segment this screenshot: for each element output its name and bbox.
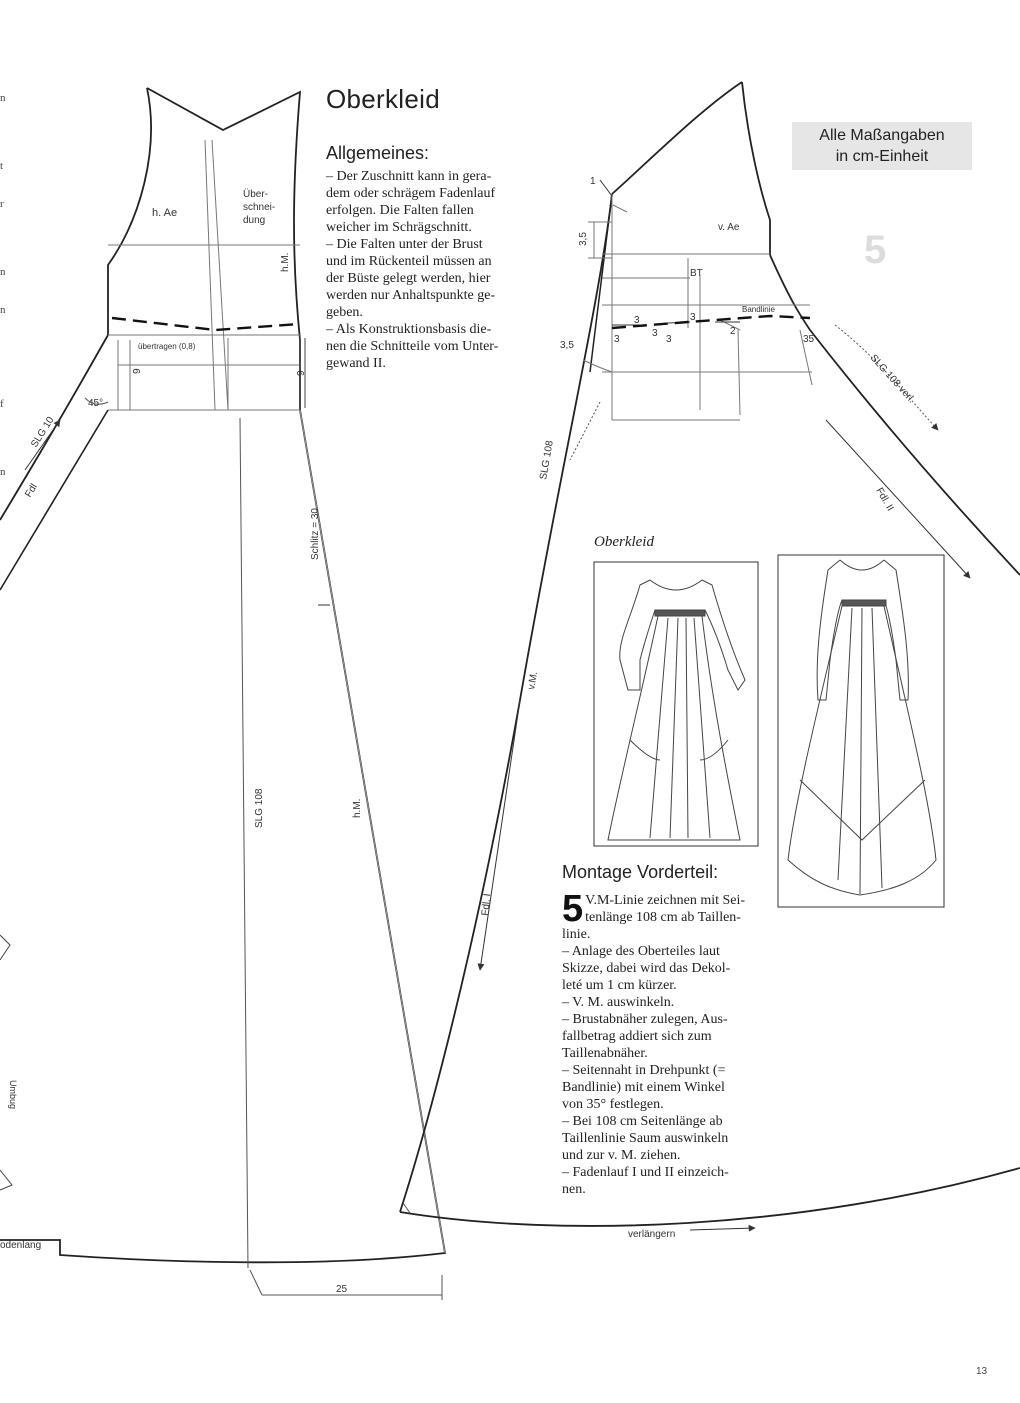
- label-one: 1: [590, 176, 596, 187]
- label-thirty-five: 35: [803, 334, 815, 345]
- label-ueberschneidung-3: dung: [243, 215, 266, 226]
- label-v-ae: v. Ae: [718, 222, 740, 233]
- montage-text: [562, 888, 766, 1198]
- general-line: und im Rückenteil müssen an: [326, 254, 492, 269]
- label-three-d: 3: [652, 328, 658, 339]
- label-fdl-i: Fdl. I: [480, 893, 494, 917]
- label-h-ae: h. Ae: [152, 207, 178, 219]
- label-two: 2: [730, 326, 736, 337]
- dress-front-view: [608, 580, 745, 840]
- back-left-flare: [0, 410, 108, 590]
- montage-line: – Seitennaht in Drehpunkt (=: [562, 1063, 726, 1078]
- label-three-five-side: 3,5: [560, 340, 574, 351]
- label-uebertragen: übertragen (0,8): [138, 342, 196, 351]
- edge-letter: n: [0, 304, 6, 316]
- general-line: – Als Konstruktionsbasis die-: [326, 322, 492, 337]
- units-note-box: [792, 122, 972, 170]
- montage-line: tenlänge 108 cm ab Taillen-: [585, 910, 741, 925]
- general-text: [326, 168, 532, 372]
- label-bandlinie: Bandlinie: [742, 305, 775, 314]
- general-line: dem oder schrägem Fadenlauf: [326, 186, 496, 201]
- montage-line: – Bei 108 cm Seitenlänge ab: [562, 1114, 723, 1129]
- label-fdl-ii: Fdl. II: [873, 486, 896, 514]
- back-pattern-labels: [0, 188, 363, 1295]
- back-waist-dashed-line: [112, 318, 300, 330]
- label-hem-25: 25: [336, 1284, 348, 1295]
- general-line: – Die Falten unter der Brust: [326, 237, 483, 252]
- page-title: Oberkleid: [326, 84, 440, 114]
- section-number: 5: [864, 228, 887, 272]
- label-umbug: Umbug: [8, 1080, 18, 1110]
- illustration-caption: Oberkleid: [594, 534, 654, 550]
- units-note-line: Alle Maßangaben: [819, 127, 945, 144]
- montage-line: – V. M. auswinkeln.: [562, 995, 675, 1010]
- label-bodenlang: odenlang: [0, 1240, 42, 1251]
- montage-line: – Brustabnäher zulegen, Aus-: [562, 1012, 728, 1027]
- page-number: 13: [976, 1366, 988, 1377]
- label-schlitz: Schlitz = 30: [310, 508, 321, 560]
- label-three-e: 3: [666, 334, 672, 345]
- label-three-a: 3: [634, 315, 640, 326]
- label-hm-bottom: h.M.: [352, 798, 363, 818]
- label-nine-right: 9: [296, 370, 307, 376]
- general-line: der Büste gelegt werden, hier: [326, 271, 491, 286]
- label-nine-left: 9: [132, 368, 143, 374]
- step-number: 5: [562, 888, 584, 930]
- edge-letter: n: [0, 92, 6, 104]
- edge-letter: n: [0, 466, 6, 478]
- montage-line: Bandlinie) mit einem Winkel: [562, 1080, 725, 1095]
- label-bt: BT: [690, 268, 703, 279]
- front-view-frame: [594, 562, 758, 846]
- montage-line: von 35° festlegen.: [562, 1097, 664, 1112]
- montage-line: nen.: [562, 1182, 586, 1197]
- montage-line: leté um 1 cm kürzer.: [562, 978, 677, 993]
- general-line: werden nur Anhaltspunkte ge-: [326, 288, 496, 303]
- dress-illustration: [594, 555, 944, 907]
- front-upper-side: [590, 194, 612, 372]
- montage-line: – Anlage des Oberteiles laut: [562, 944, 720, 959]
- montage-line: und zur v. M. ziehen.: [562, 1148, 681, 1163]
- montage-line: V.M-Linie zeichnen mit Sei-: [585, 893, 746, 908]
- label-slg-left: SLG 10: [29, 414, 57, 450]
- montage-line: Skizze, dabei wird das Dekol-: [562, 961, 731, 976]
- general-line: erfolgen. Die Falten fallen: [326, 203, 474, 218]
- label-three-b: 3: [690, 312, 696, 323]
- label-vm: v.M.: [526, 670, 541, 691]
- general-line: weicher im Schrägschnitt.: [326, 220, 472, 235]
- front-neckline: [612, 82, 742, 194]
- general-line: geben.: [326, 305, 363, 320]
- label-slg-center: SLG 108: [254, 788, 265, 828]
- general-line: nen die Schnitteile vom Unter-: [326, 339, 499, 354]
- label-ueberschneidung-1: Über-: [243, 189, 269, 200]
- label-slg-108-verl: SLG 108 verl.: [867, 352, 917, 406]
- montage-line: Taillenlinie Saum auswinkeln: [562, 1131, 729, 1146]
- front-armhole: [742, 82, 770, 255]
- label-fdl: Fdl: [23, 481, 40, 500]
- montage-line: linie.: [562, 927, 591, 942]
- dress-back-view: [788, 560, 936, 895]
- general-line: – Der Zuschnitt kann in gera-: [326, 169, 492, 184]
- edge-letter: t: [0, 160, 4, 172]
- edge-letter: f: [0, 398, 4, 410]
- label-three-five-top: 3,5: [578, 232, 589, 246]
- general-heading: Allgemeines:: [326, 143, 430, 163]
- back-armhole-side: [0, 88, 151, 520]
- label-slg-108-left: SLG 108: [538, 439, 556, 481]
- montage-line: fallbetrag addiert sich zum: [562, 1029, 712, 1044]
- front-waist-dashed-line: [612, 316, 810, 328]
- edge-letter: n: [0, 266, 6, 278]
- label-hm-top: h.M.: [280, 252, 291, 272]
- label-45: 45°: [88, 398, 104, 409]
- montage-heading: Montage Vorderteil:: [562, 862, 719, 882]
- general-line: gewand II.: [326, 356, 386, 371]
- montage-line: Taillenabnäher.: [562, 1046, 648, 1061]
- units-note-line: in cm-Einheit: [835, 148, 929, 165]
- label-ueberschneidung-2: schnei-: [243, 202, 276, 213]
- edge-letter: r: [0, 198, 4, 210]
- label-verlaengern: verlängern: [628, 1229, 676, 1240]
- front-side-hem: [770, 255, 1020, 575]
- label-three-c: 3: [614, 334, 620, 345]
- montage-line: – Fadenlauf I und II einzeich-: [562, 1165, 729, 1180]
